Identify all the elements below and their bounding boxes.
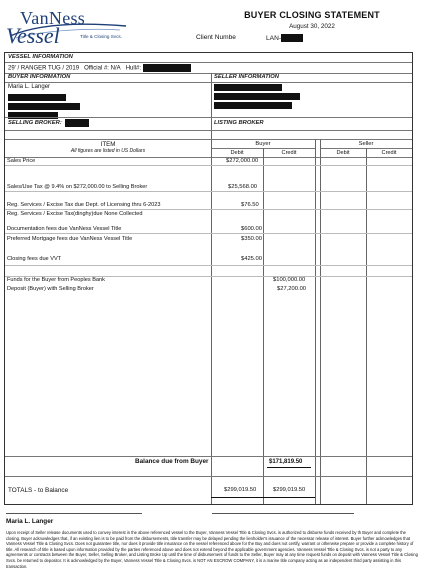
redaction-block bbox=[65, 119, 89, 127]
vessel-desc: 29' / RANGER TUG / 2019 bbox=[8, 65, 80, 72]
buyer-debit-header: Debit bbox=[230, 150, 244, 156]
lan-label: LAN- bbox=[266, 34, 282, 42]
row-debit: $76.50 bbox=[241, 202, 259, 208]
disclaimer-text: Upon receipt of Seller release documents used to convey interest in the above referenced vessel to the Buyer, Vanness Vessel Title & Closing Svcs. is authorized to disburse funds received by th Buyer and complete the closing. Buyer acknowledges that, if an existing lien is to be paid from the disbursements, title transfer may be delayed pending the lienholder's issuance of the necessar release of interest. Buyer further acknowledges that Vanness Vessel Title & Closing Svcs. Does not guarantee title, nor does it provide title insurance on the vessel referenced above for the Buy and does not certify, warrant or otherwise prepare or provide a complete history of title. All research of title is based upon information provided by the parties referenced above and does not extend beyond the applicable government agencies. Vanness Vessel Title & Closing Svcs. is not a party to any agreements or contracts between the Buyer, Seller, Selling Broker, and Listing Broke Up until the time of disbursement of funds to the Seller, Buyer may at any time request funds on deposit with Vanness Vessel Title & Closing Svcs. be returned to depositor. It is acknowledged by the Buyer, Vanness Vessel Title & Closing Svcs. is NOT AN ESCROW COMPANY, it is a marine title company acting as an independent third party assisting in this transaction. bbox=[6, 530, 418, 569]
redaction-block bbox=[214, 93, 300, 100]
redaction-block bbox=[8, 94, 66, 101]
balance-label: Balance due from Buyer bbox=[135, 458, 209, 465]
buyer-column-header: Buyer bbox=[255, 141, 271, 147]
redaction-block bbox=[214, 84, 282, 91]
row-debit: $350.00 bbox=[241, 236, 262, 242]
buyer-signature-line bbox=[6, 513, 142, 514]
vessel-section-label: VESSEL INFORMATION bbox=[8, 54, 73, 60]
redaction-block bbox=[214, 102, 292, 109]
buyer-name: Maria L. Langer bbox=[8, 84, 51, 90]
row-label: Sales Price bbox=[7, 158, 36, 164]
item-header: ITEM bbox=[100, 141, 116, 148]
seller-column-header: Seller bbox=[358, 141, 374, 147]
item-subheader: All figures are listed in US Dollars bbox=[70, 148, 146, 154]
row-label: Reg. Services / Excise Tax(dinghy)due None Collected bbox=[7, 211, 143, 217]
buyer-signature-name: Maria L. Langer bbox=[6, 518, 54, 525]
listing-broker-label: LISTING BROKER bbox=[214, 120, 264, 126]
row-label: Preferred Mortgage fees due VanNess Vessel Title bbox=[7, 236, 133, 242]
row-debit: $272,000.00 bbox=[226, 158, 259, 164]
client-number-label: Client Numbe bbox=[196, 34, 236, 41]
seller-debit-header: Debit bbox=[336, 150, 350, 156]
second-signature-line bbox=[212, 513, 354, 514]
lan-field bbox=[266, 34, 303, 42]
row-debit: $425.00 bbox=[241, 256, 262, 262]
statement-date: August 30, 2022 bbox=[289, 23, 335, 30]
official-label: Official #: bbox=[84, 65, 109, 72]
selling-broker-label: SELLING BROKER: bbox=[8, 120, 62, 126]
statement-frame bbox=[4, 52, 413, 505]
logo-line-2: Vessel bbox=[6, 23, 60, 48]
redaction-block bbox=[143, 64, 191, 72]
row-label: Sales/Use Tax @ 9.4% on $272,000.00 to Selling Broker bbox=[7, 184, 148, 190]
totals-debit: $299,019.50 bbox=[224, 487, 257, 493]
buyer-info-label: BUYER INFORMATION bbox=[8, 74, 71, 80]
hull-label: Hull#: bbox=[125, 65, 142, 72]
official-value: N/A bbox=[110, 65, 121, 72]
totals-credit: $299,019.50 bbox=[273, 487, 306, 493]
redaction-block bbox=[281, 34, 303, 42]
buyer-credit-header: Credit bbox=[281, 150, 297, 156]
row-debit: $25,568.00 bbox=[228, 184, 258, 190]
logo-tagline: Title & Closing Svcs. bbox=[80, 34, 122, 39]
row-credit: $27,200.00 bbox=[277, 286, 307, 292]
company-logo bbox=[6, 8, 156, 48]
row-credit: $100,000.00 bbox=[273, 277, 306, 283]
vessel-description bbox=[8, 64, 191, 72]
row-label: Documentation fees due VanNess Vessel Title bbox=[7, 226, 122, 232]
row-label: Reg. Services / Excise Tax due Dept. of Licensing thru 6-2023 bbox=[7, 202, 161, 208]
row-label: Funds for the Buyer from Peoples Bank bbox=[7, 277, 105, 283]
row-label: Closing fees due VVT bbox=[7, 256, 62, 262]
seller-credit-header: Credit bbox=[381, 150, 397, 156]
balance-value: $171,819.50 bbox=[269, 459, 303, 465]
row-label: Deposit (Buyer) with Selling Broker bbox=[7, 286, 94, 292]
totals-label: TOTALS - to Balance bbox=[8, 487, 69, 494]
row-debit: $600.00 bbox=[241, 226, 262, 232]
document-title: BUYER CLOSING STATEMENT bbox=[244, 10, 380, 20]
logo-line-1: VanNess bbox=[20, 8, 86, 28]
seller-info-label: SELLER INFORMATION bbox=[214, 74, 279, 80]
redaction-block bbox=[8, 103, 80, 110]
